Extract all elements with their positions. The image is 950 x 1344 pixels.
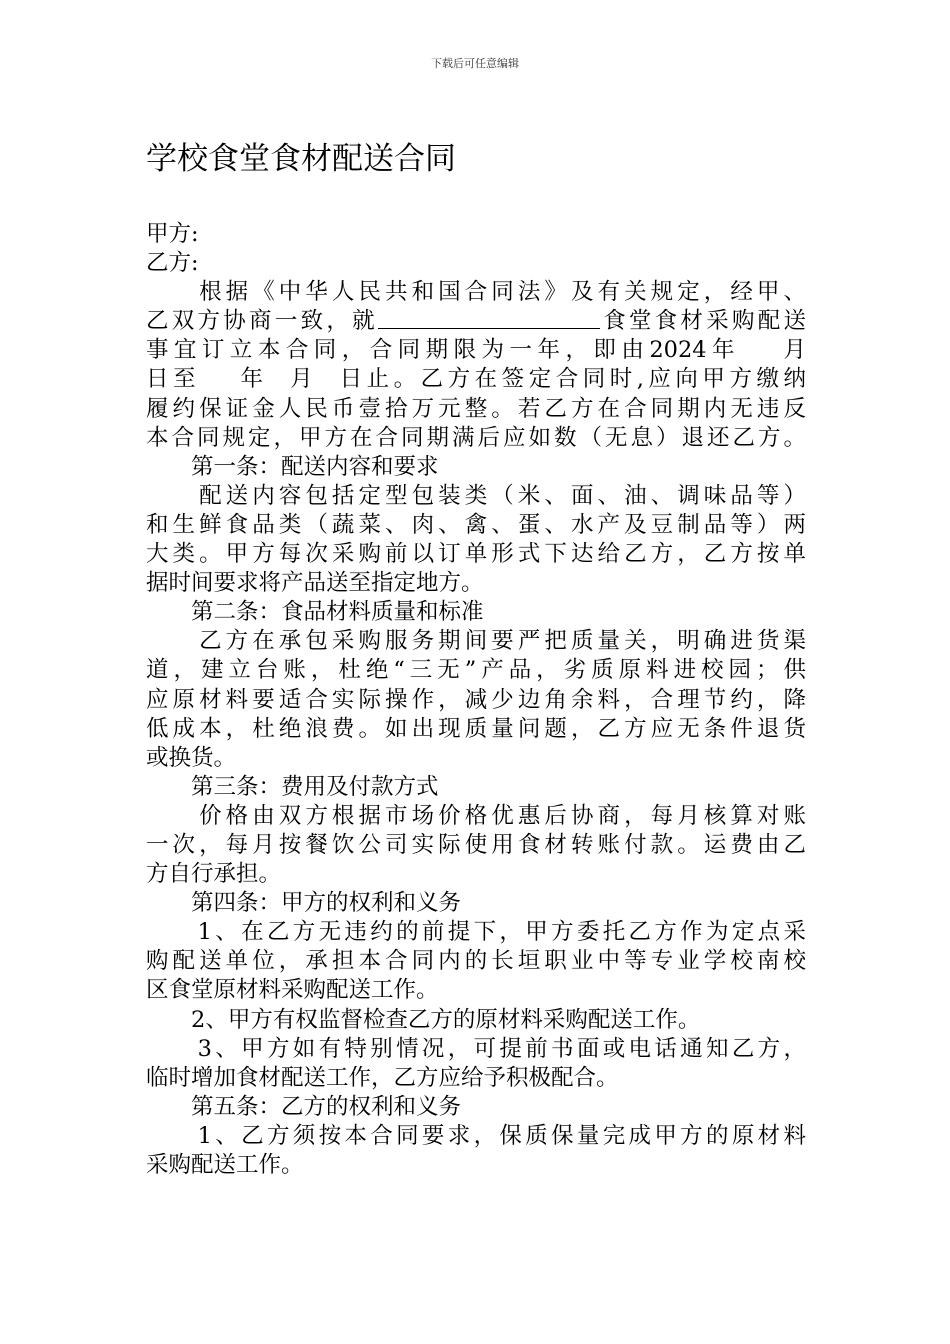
text-segment: 月 [778, 337, 806, 364]
paragraph-line: 配送内容包括定型包装类（米、面、油、调味品等） [146, 482, 806, 509]
paragraph-line: 1、在乙方无违约的前提下，甲方委托乙方作为定点采 [146, 919, 806, 946]
paragraph-line: 和生鲜食品类（蔬菜、肉、禽、蛋、水产及豆制品等）两 [146, 511, 806, 538]
paragraph-line: 购配送单位，承担本合同内的长垣职业中等专业学校南校 [146, 948, 806, 975]
paragraph-line: 大类。甲方每次采购前以订单形式下达给乙方，乙方按单 [146, 541, 806, 568]
paragraph-line: 采购配送工作。 [146, 1152, 304, 1178]
paragraph-line [146, 365, 806, 394]
paragraph-line: 据时间要求将产品送至指定地方。 [146, 570, 484, 597]
paragraph-line: 道，建立台账，杜绝“三无”产品，劣质原料进校园；供 [146, 657, 806, 684]
text-segment: 乙双方协商一致，就 [146, 308, 378, 335]
paragraph-line: 3、甲方如有特别情况，可提前书面或电话通知乙方， [146, 1035, 806, 1062]
paragraph-line: 根据《中华人民共和国合同法》及有关规定，经甲、 [146, 279, 806, 306]
document-title: 学校食堂食材配送合同 [146, 141, 456, 177]
paragraph-line: 乙方在承包采购服务期间要严把质量关，明确进货渠 [146, 628, 806, 655]
section-heading-2: 第二条：食品材料质量和标准 [146, 599, 484, 626]
fill-in-blank [378, 308, 600, 329]
paragraph-line: 一次，每月按餐饮公司实际使用食材转账付款。运费由乙 [146, 831, 806, 858]
paragraph-line [146, 307, 806, 336]
party-b-label: 乙方: [146, 250, 199, 277]
paragraph-line: 履约保证金人民币壹拾万元整。若乙方在合同期内无违反 [146, 395, 806, 422]
contract-body [146, 220, 806, 1180]
text-segment: 年 [236, 366, 268, 393]
paragraph-line: 应原材料要适合实际操作，减少边角余料，合理节约，降 [146, 686, 806, 713]
paragraph-line: 低成本，杜绝浪费。如出现质量问题，乙方应无条件退货 [146, 715, 806, 742]
header-note: 下载后可任意编辑 [431, 57, 519, 70]
paragraph-line: 1、乙方须按本合同要求，保质保量完成甲方的原材料 [146, 1122, 806, 1149]
paragraph-line [146, 336, 806, 365]
party-a-label: 甲方: [146, 221, 199, 247]
section-heading-1: 第一条：配送内容和要求 [146, 453, 439, 480]
text-segment: 事宜订立本合同，合同期限为一年，即由2024年 [146, 337, 741, 364]
section-heading-4: 第四条：甲方的权利和义务 [146, 890, 462, 917]
paragraph-line: 区食堂原材料采购配送工作。 [146, 977, 439, 1004]
section-heading-5: 第五条：乙方的权利和义务 [146, 1093, 462, 1120]
paragraph-line: 2、甲方有权监督检查乙方的原材料采购配送工作。 [146, 1006, 701, 1033]
text-segment: 日至 [146, 366, 201, 393]
paragraph-line: 临时增加食材配送工作，乙方应给予积极配合。 [146, 1064, 619, 1091]
text-segment: 日止。乙方在签定合同时,应向甲方缴纳 [335, 366, 806, 393]
section-heading-3: 第三条：费用及付款方式 [146, 773, 439, 800]
paragraph-line: 或换货。 [146, 744, 237, 771]
text-segment: 月 [285, 366, 318, 393]
paragraph-line: 价格由双方根据市场价格优惠后协商，每月核算对账 [146, 802, 806, 829]
paragraph-line: 方自行承担。 [146, 861, 282, 888]
text-segment: 食堂食材采购配送 [599, 308, 806, 335]
paragraph-line: 本合同规定，甲方在合同期满后应如数（无息）退还乙方。 [146, 424, 806, 451]
